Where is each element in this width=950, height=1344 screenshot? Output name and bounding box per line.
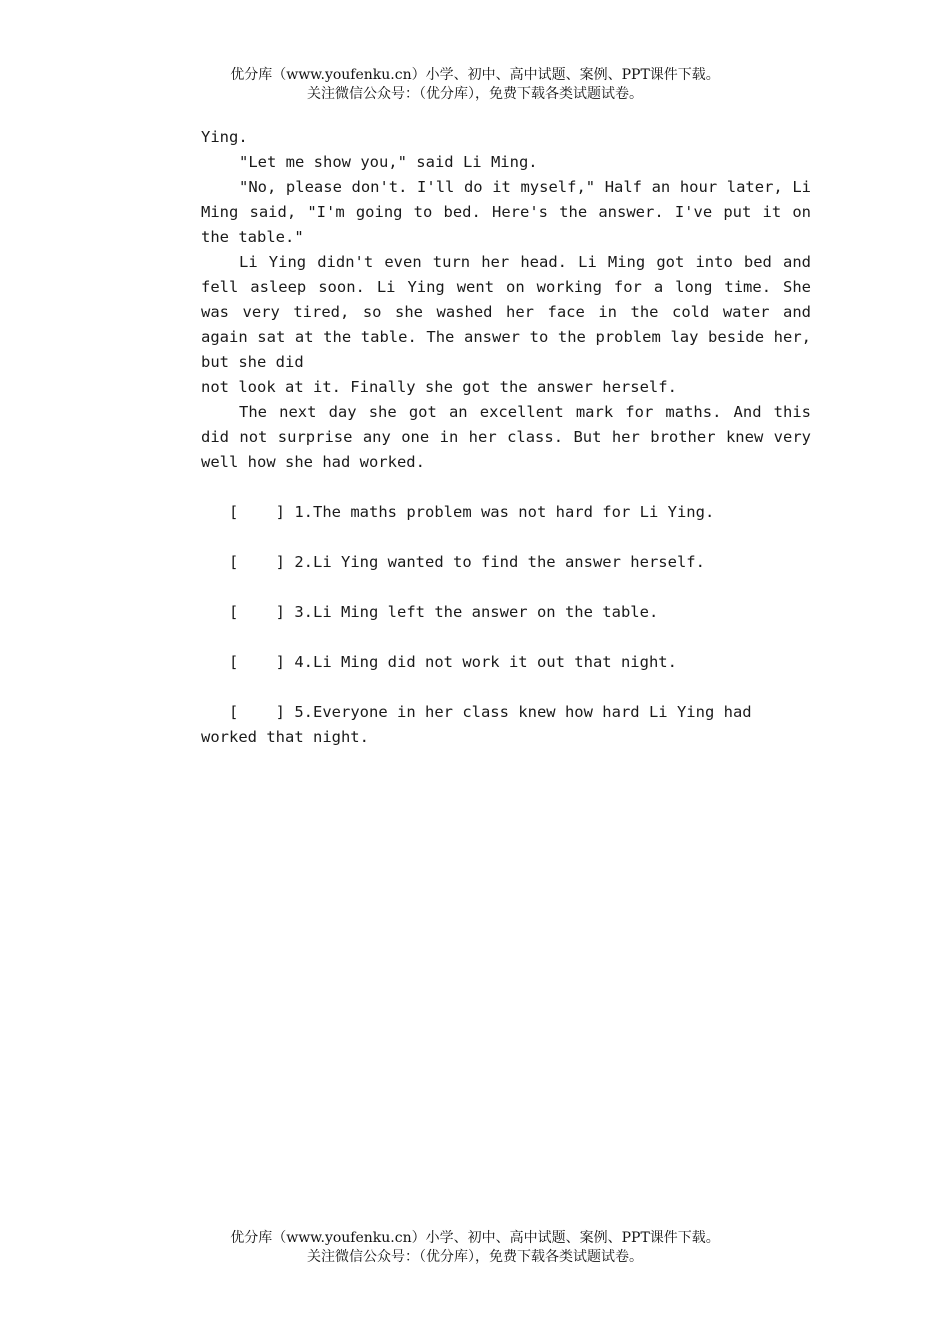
spacer	[201, 525, 811, 550]
question-text-2: 2.Li Ying wanted to find the answer herself.	[294, 553, 705, 571]
page-footer	[0, 1229, 950, 1267]
question-item-1	[201, 500, 811, 525]
question-text-5-continued: worked that night.	[201, 728, 369, 746]
question-item-4	[201, 650, 811, 675]
spacer	[201, 675, 811, 700]
question-item-2	[201, 550, 811, 575]
question-text-5: 5.Everyone in her class knew how hard Li Ying had	[294, 703, 752, 721]
question-item-3	[201, 600, 811, 625]
spacer	[201, 475, 811, 500]
header-line-2: 关注微信公众号：（优分库），免费下载各类试题试卷。	[307, 86, 643, 102]
answer-bracket-5[interactable]: [ ]	[229, 703, 285, 721]
page-header	[0, 66, 950, 104]
passage-paragraph-0: Ying.	[201, 128, 248, 146]
question-text-3: 3.Li Ming left the answer on the table.	[294, 603, 659, 621]
header-line-1: 优分库（www.youfenku.cn）小学、初中、高中试题、案例、PPT课件下载。	[230, 67, 720, 83]
answer-bracket-1[interactable]: [ ]	[229, 503, 285, 521]
passage-paragraph-3-continued: not look at it. Finally she got the answer herself.	[201, 378, 677, 396]
passage-paragraph-1: "Let me show you," said Li Ming.	[239, 153, 538, 171]
question-item-5	[201, 700, 811, 750]
footer-line-1: 优分库（www.youfenku.cn）小学、初中、高中试题、案例、PPT课件下载。	[230, 1230, 720, 1246]
answer-bracket-2[interactable]: [ ]	[229, 553, 285, 571]
document-body	[201, 125, 811, 750]
passage-paragraph-2: "No, please don't. I'll do it myself," Half an hour later, Li Ming said, "I'm going to bed. Here's the answer. I've put it on the table."	[201, 178, 811, 246]
passage-paragraph-4: The next day she got an excellent mark for maths. And this did not surprise any one in her class. But her brother knew very well how she had worked.	[201, 403, 811, 471]
question-text-4: 4.Li Ming did not work it out that night.	[294, 653, 677, 671]
answer-bracket-3[interactable]: [ ]	[229, 603, 285, 621]
footer-line-2: 关注微信公众号：（优分库），免费下载各类试题试卷。	[307, 1249, 643, 1265]
answer-bracket-4[interactable]: [ ]	[229, 653, 285, 671]
passage-paragraph-3: Li Ying didn't even turn her head. Li Ming got into bed and fell asleep soon. Li Ying went on working for a long time. She was very tired, so she washed her face in the cold water and again sat at the table. The answer to the problem lay beside her, but she did	[201, 253, 811, 371]
spacer	[201, 575, 811, 600]
spacer	[201, 625, 811, 650]
question-text-1: 1.The maths problem was not hard for Li Ying.	[294, 503, 715, 521]
